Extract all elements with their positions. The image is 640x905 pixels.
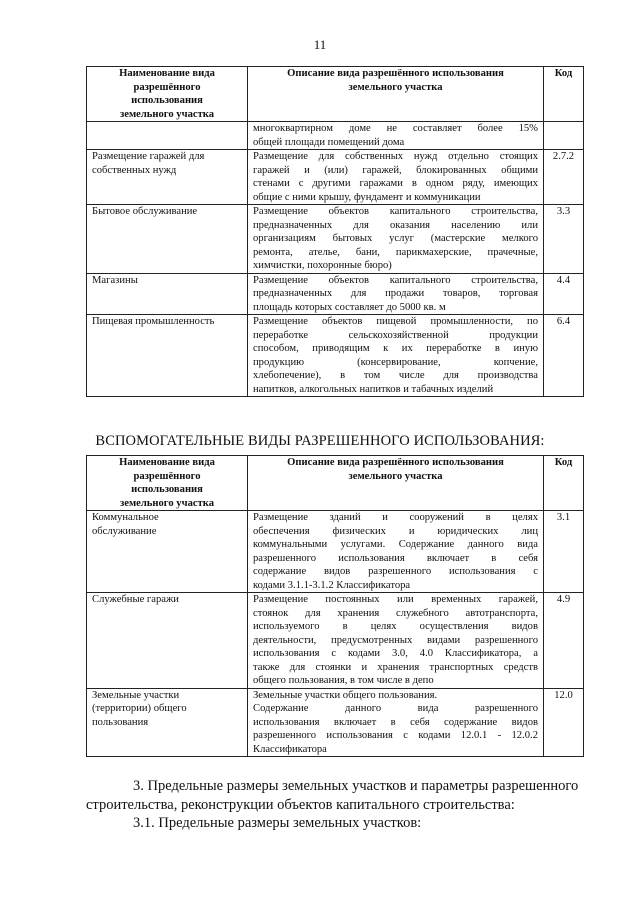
header-description: Описание вида разрешённого использования земельного участка [248,67,544,122]
row-name: Размещение гаражей для собственных нужд [87,150,248,205]
table-row [87,150,584,205]
row-description: многоквартирном доме не составляет более 15% общей площади помещений дома [248,122,544,150]
row-code: 3.3 [544,205,584,274]
row-description: Размещение для собственных нужд отдельно стоящих гаражей и (или) гаражей, блокированных общими стенами с другими гаражами в одном ряду, имеющих общие с ними крышу, фундамент и коммуникации [248,150,544,205]
row-code: 6.4 [544,315,584,397]
table-row [87,593,584,689]
row-description: Размещение постоянных или временных гаражей, стоянок для хранения служебного автотранспорта, используемого в целях осуществления видов деятельности, предусмотренных видами разрешенного использования с кодами 3.0, 4.0 Классификатора, а также для стоянки и хранения транспортных средств общего пользования, в том числе в депо [248,593,544,689]
row-name: Бытовое обслуживание [87,205,248,274]
row-description: Размещение объектов пищевой промышленности, по переработке сельскохозяйственной продукции способом, приводящим к их переработке в иную продукцию (консервирование, копчение, хлебопечение), в том числе для производства напитков, алкогольных напитков и табачных изделий [248,315,544,397]
table-header-row [87,456,584,511]
header-code: Код [544,67,584,122]
main-use-table [86,66,584,397]
paragraph-3-1: 3.1. Предельные размеры земельных участков: [133,815,422,831]
row-code: 3.1 [544,511,584,593]
table-row [87,511,584,593]
paragraph-3-continued: строительства, реконструкции объектов капитального строительства: [86,797,515,813]
row-code: 12.0 [544,688,584,757]
table-row [87,122,584,150]
row-name: Земельные участки (территории) общего пользования [87,688,248,757]
paragraph-3: 3. Предельные размеры земельных участков и параметры разрешенного [133,778,579,794]
header-name: Наименование вида разрешённого использования земельного участка [87,67,248,122]
table-row [87,315,584,397]
page-number: 11 [313,37,327,52]
row-name: Магазины [87,273,248,315]
row-code [544,122,584,150]
header-code: Код [544,456,584,511]
row-name: Пищевая промышленность [87,315,248,397]
header-name: Наименование вида разрешённого использования земельного участка [87,456,248,511]
table-row [87,273,584,315]
table-row [87,688,584,757]
table-row [87,205,584,274]
auxiliary-use-table [86,455,584,757]
row-code: 2.7.2 [544,150,584,205]
row-name: Служебные гаражи [87,593,248,689]
row-name: Коммунальное обслуживание [87,511,248,593]
row-code: 4.4 [544,273,584,315]
row-name [87,122,248,150]
row-description: Земельные участки общего пользования. Содержание данного вида разрешенного использования включает в себя содержание видов разрешенного использования с кодами 12.0.1 - 12.0.2 Классификатора [248,688,544,757]
row-description: Размещение зданий и сооружений в целях обеспечения физических и юридических лиц коммунальными услугами. Содержание данного вида разрешенного использования включает в себя содержание видов разрешенного использования с кодами 3.1.1-3.1.2 Классификатора [248,511,544,593]
table-header-row [87,67,584,122]
row-description: Размещение объектов капитального строительства, предназначенных для продажи товаров, торговая площадь которых составляет до 5000 кв. м [248,273,544,315]
row-code: 4.9 [544,593,584,689]
row-description: Размещение объектов капитального строительства, предназначенных для оказания населению или организациям бытовых услуг (мастерские мелкого ремонта, ателье, бани, парикмахерские, прачечные, химчистки, похоронные бюро) [248,205,544,274]
auxiliary-section-title: ВСПОМОГАТЕЛЬНЫЕ ВИДЫ РАЗРЕШЕННОГО ИСПОЛЬЗОВАНИЯ: [95,433,545,449]
header-description: Описание вида разрешённого использования земельного участка [248,456,544,511]
